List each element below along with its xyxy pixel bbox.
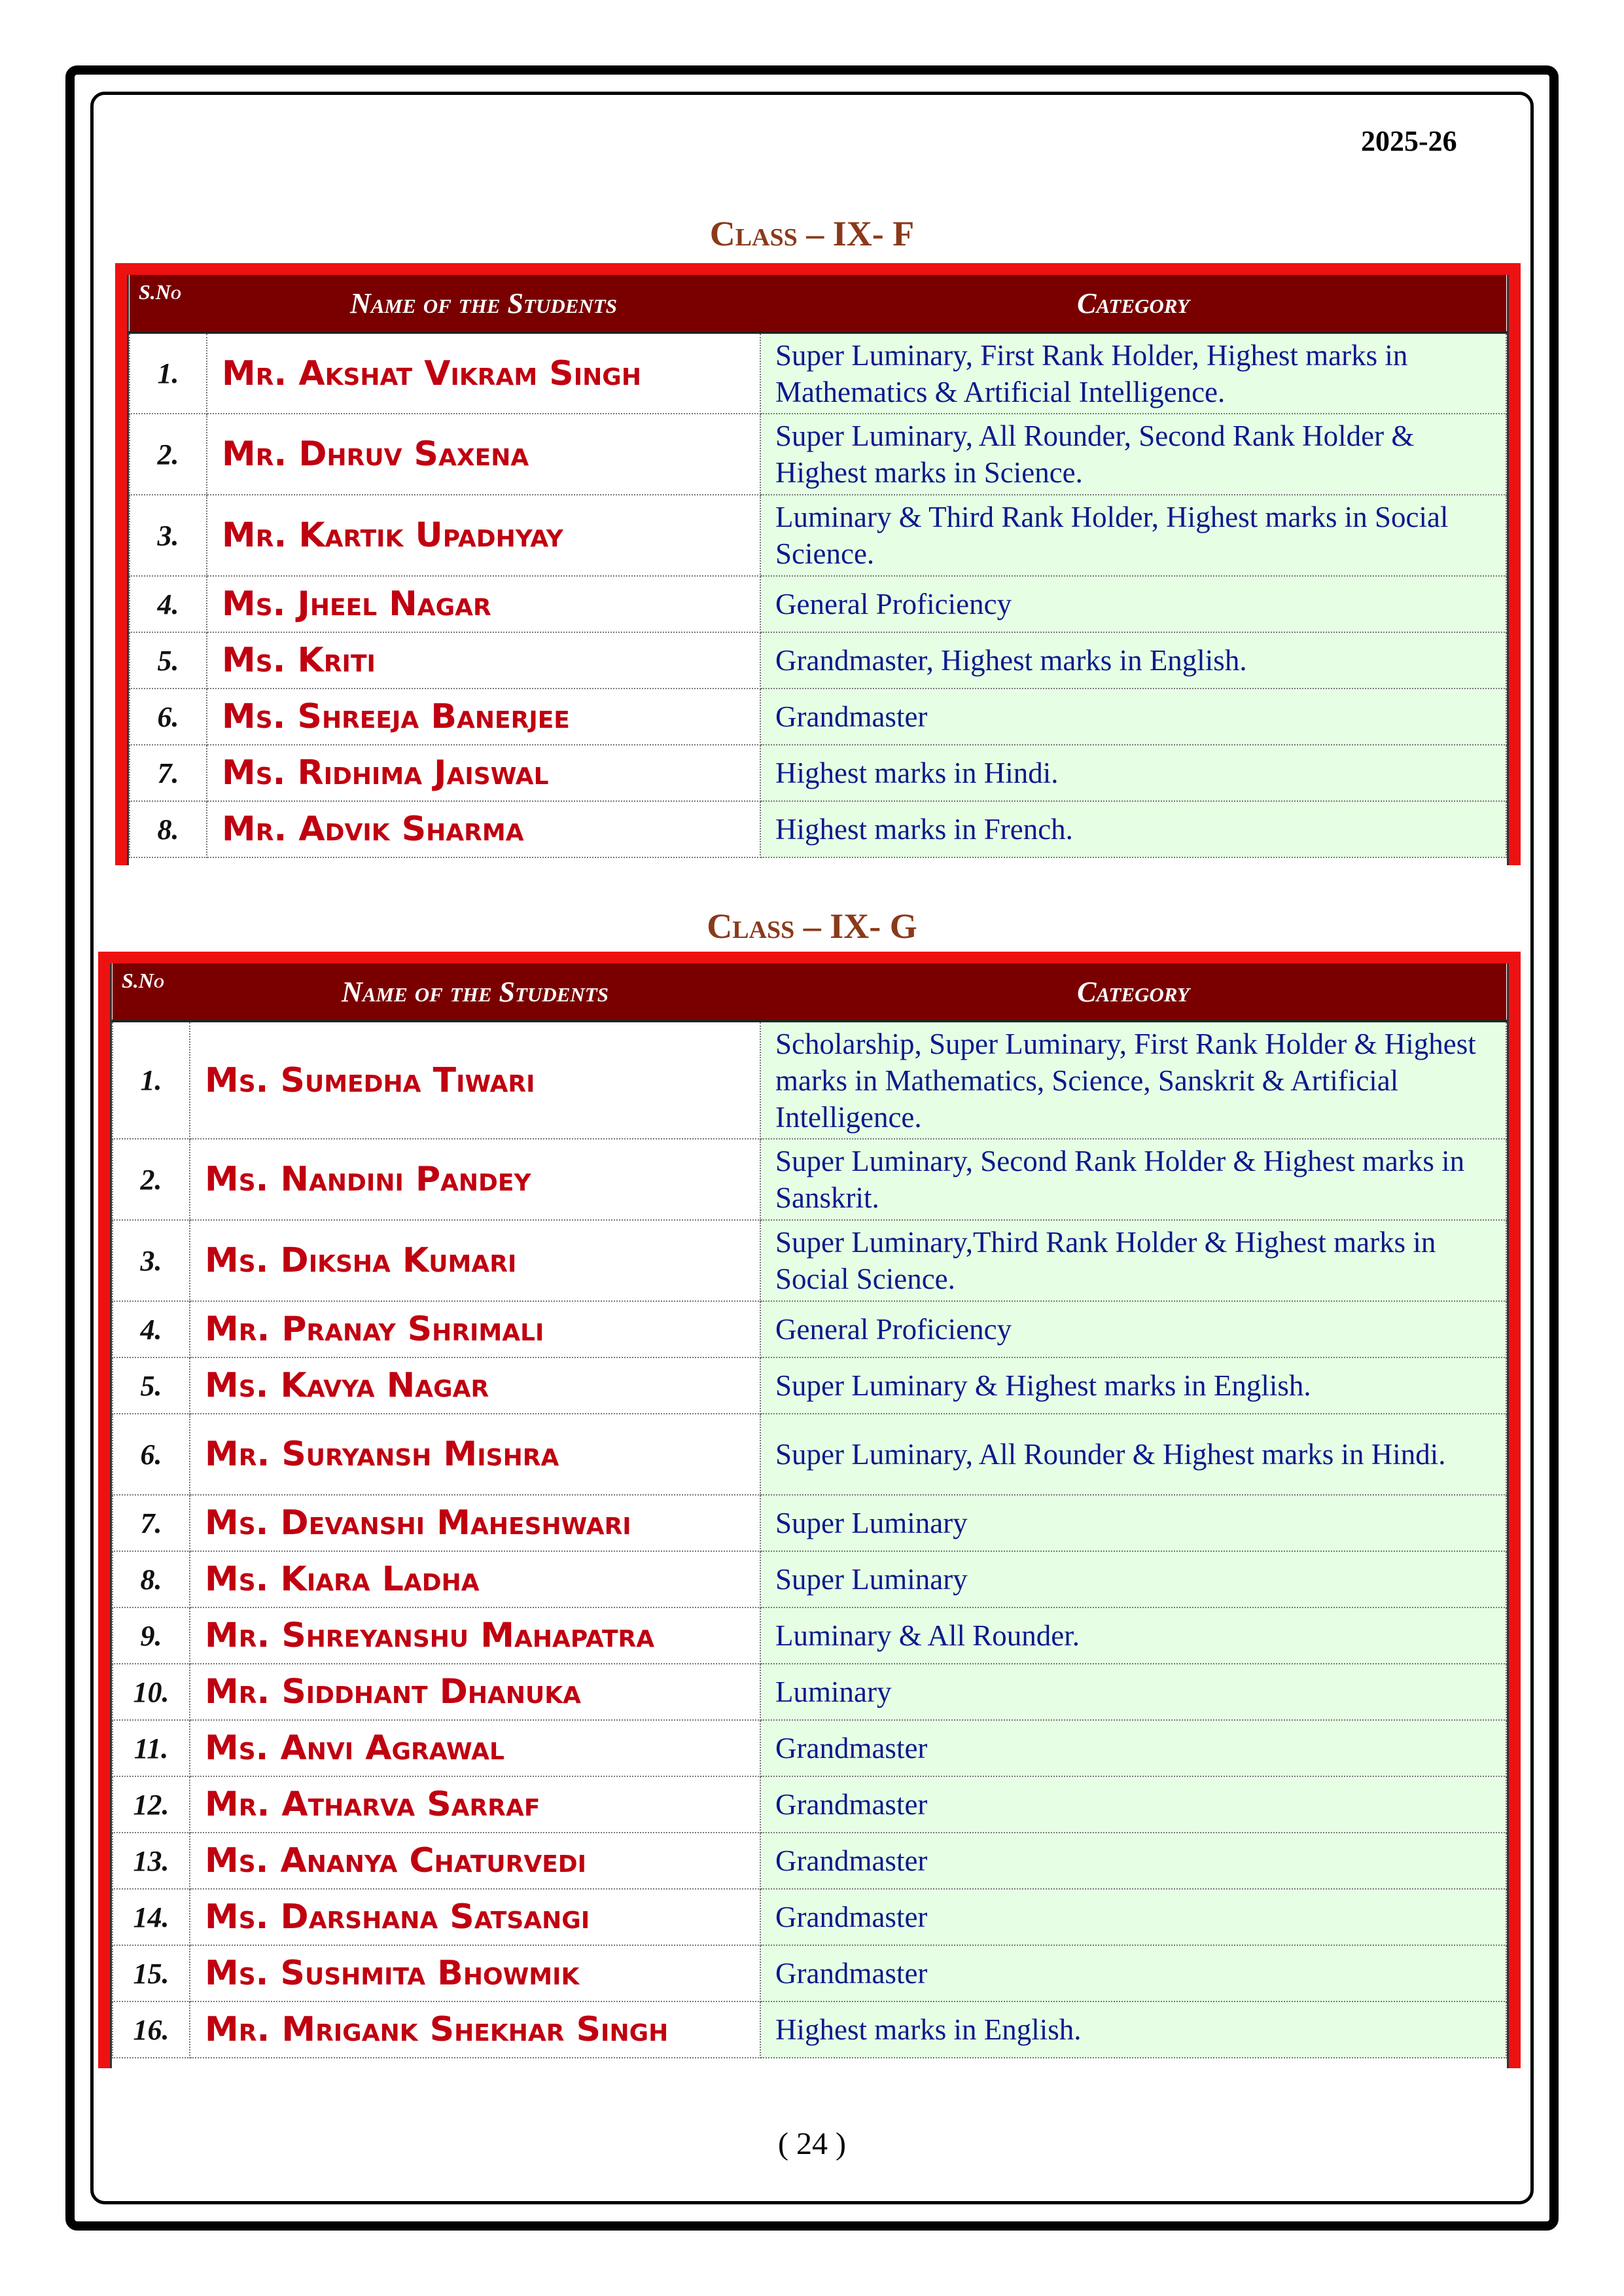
table-row xyxy=(113,1776,1506,1833)
table-row xyxy=(113,1607,1506,1664)
table-frame-ix-g xyxy=(98,952,1521,2068)
row-number: 6. xyxy=(130,689,207,745)
header-category: Category xyxy=(760,963,1506,1021)
table-row xyxy=(130,332,1506,414)
category-text: Super Luminary, First Rank Holder, Highest marks in Mathematics & Artificial Intelligence. xyxy=(760,332,1506,414)
row-number: 3. xyxy=(113,1220,190,1301)
row-number: 13. xyxy=(113,1833,190,1889)
student-name: Mr. Kartik Upadhyay xyxy=(207,495,760,576)
table-row xyxy=(113,1357,1506,1414)
student-name: Ms. Kriti xyxy=(207,632,760,689)
row-number: 11. xyxy=(113,1720,190,1776)
row-number: 4. xyxy=(130,576,207,632)
category-text: Super Luminary & Highest marks in English. xyxy=(760,1357,1506,1414)
table-row xyxy=(130,632,1506,689)
row-number: 15. xyxy=(113,1945,190,2001)
table-row xyxy=(113,1495,1506,1551)
category-text: Grandmaster, Highest marks in English. xyxy=(760,632,1506,689)
student-name: Ms. Shreeja Banerjee xyxy=(207,689,760,745)
category-text: Grandmaster xyxy=(760,1889,1506,1945)
category-text: General Proficiency xyxy=(760,576,1506,632)
category-text: Luminary & All Rounder. xyxy=(760,1607,1506,1664)
student-name: Mr. Advik Sharma xyxy=(207,801,760,857)
row-number: 4. xyxy=(113,1301,190,1357)
category-text: Grandmaster xyxy=(760,1833,1506,1889)
table-row xyxy=(113,1139,1506,1220)
header-sno: S.No xyxy=(113,963,190,1021)
student-name: Ms. Sushmita Bhowmik xyxy=(190,1945,760,2001)
table-row xyxy=(113,1720,1506,1776)
students-table-ix-f xyxy=(129,275,1507,858)
header-name: Name of the Students xyxy=(207,275,760,332)
row-number: 5. xyxy=(113,1357,190,1414)
student-name: Ms. Kavya Nagar xyxy=(190,1357,760,1414)
category-text: Super Luminary,Third Rank Holder & Highest marks in Social Science. xyxy=(760,1220,1506,1301)
row-number: 9. xyxy=(113,1607,190,1664)
row-number: 12. xyxy=(113,1776,190,1833)
student-name: Ms. Jheel Nagar xyxy=(207,576,760,632)
category-text: Scholarship, Super Luminary, First Rank Holder & Highest marks in Mathematics, Science, Sanskrit & Artificial Intelligence. xyxy=(760,1021,1506,1139)
category-text: Grandmaster xyxy=(760,1945,1506,2001)
row-number: 2. xyxy=(113,1139,190,1220)
table-row xyxy=(130,801,1506,857)
category-text: Highest marks in French. xyxy=(760,801,1506,857)
student-name: Ms. Diksha Kumari xyxy=(190,1220,760,1301)
student-name: Mr. Suryansh Mishra xyxy=(190,1414,760,1495)
table-frame-ix-f xyxy=(115,263,1521,865)
table-row xyxy=(113,1889,1506,1945)
table-row xyxy=(113,1414,1506,1495)
student-name: Mr. Dhruv Saxena xyxy=(207,414,760,495)
category-text: Luminary xyxy=(760,1664,1506,1720)
student-name: Ms. Sumedha Tiwari xyxy=(190,1021,760,1139)
academic-year: 2025-26 xyxy=(1361,125,1457,157)
student-name: Ms. Kiara Ladha xyxy=(190,1551,760,1607)
category-text: Grandmaster xyxy=(760,1720,1506,1776)
student-name: Mr. Shreyanshu Mahapatra xyxy=(190,1607,760,1664)
student-name: Mr. Mrigank Shekhar Singh xyxy=(190,2001,760,2058)
student-name: Ms. Anvi Agrawal xyxy=(190,1720,760,1776)
category-text: Super Luminary xyxy=(760,1551,1506,1607)
student-name: Mr. Pranay Shrimali xyxy=(190,1301,760,1357)
table-row xyxy=(113,2001,1506,2058)
header-category: Category xyxy=(760,275,1506,332)
category-text: Luminary & Third Rank Holder, Highest marks in Social Science. xyxy=(760,495,1506,576)
category-text: Super Luminary xyxy=(760,1495,1506,1551)
student-name: Mr. Siddhant Dhanuka xyxy=(190,1664,760,1720)
category-text: Super Luminary, Second Rank Holder & Highest marks in Sanskrit. xyxy=(760,1139,1506,1220)
student-name: Mr. Akshat Vikram Singh xyxy=(207,332,760,414)
student-name: Ms. Ananya Chaturvedi xyxy=(190,1833,760,1889)
row-number: 3. xyxy=(130,495,207,576)
table-row xyxy=(130,745,1506,801)
table-row xyxy=(113,1301,1506,1357)
row-number: 6. xyxy=(113,1414,190,1495)
header-sno: S.No xyxy=(130,275,207,332)
row-number: 2. xyxy=(130,414,207,495)
category-text: Grandmaster xyxy=(760,1776,1506,1833)
table-row xyxy=(113,1220,1506,1301)
page-number: ( 24 ) xyxy=(778,2126,846,2161)
category-text: Super Luminary, All Rounder & Highest marks in Hindi. xyxy=(760,1414,1506,1495)
row-number: 1. xyxy=(130,332,207,414)
table-row xyxy=(130,414,1506,495)
row-number: 5. xyxy=(130,632,207,689)
student-name: Ms. Nandini Pandey xyxy=(190,1139,760,1220)
student-name: Ms. Ridhima Jaiswal xyxy=(207,745,760,801)
table-row xyxy=(113,1551,1506,1607)
row-number: 7. xyxy=(113,1495,190,1551)
category-text: General Proficiency xyxy=(760,1301,1506,1357)
table-row xyxy=(113,1021,1506,1139)
student-name: Ms. Darshana Satsangi xyxy=(190,1889,760,1945)
category-text: Highest marks in English. xyxy=(760,2001,1506,2058)
table-row xyxy=(113,1945,1506,2001)
row-number: 16. xyxy=(113,2001,190,2058)
students-table-ix-g xyxy=(112,963,1507,2058)
row-number: 10. xyxy=(113,1664,190,1720)
category-text: Highest marks in Hindi. xyxy=(760,745,1506,801)
table-row xyxy=(113,1833,1506,1889)
student-name: Mr. Atharva Sarraf xyxy=(190,1776,760,1833)
row-number: 1. xyxy=(113,1021,190,1139)
section-title-ix-f: Class – IX- F xyxy=(709,214,915,253)
category-text: Grandmaster xyxy=(760,689,1506,745)
table-row xyxy=(113,1664,1506,1720)
row-number: 14. xyxy=(113,1889,190,1945)
row-number: 7. xyxy=(130,745,207,801)
table-row xyxy=(130,576,1506,632)
table-row xyxy=(130,495,1506,576)
table-row xyxy=(130,689,1506,745)
row-number: 8. xyxy=(130,801,207,857)
category-text: Super Luminary, All Rounder, Second Rank Holder & Highest marks in Science. xyxy=(760,414,1506,495)
row-number: 8. xyxy=(113,1551,190,1607)
student-name: Ms. Devanshi Maheshwari xyxy=(190,1495,760,1551)
section-title-ix-g: Class – IX- G xyxy=(707,906,917,946)
header-name: Name of the Students xyxy=(190,963,760,1021)
